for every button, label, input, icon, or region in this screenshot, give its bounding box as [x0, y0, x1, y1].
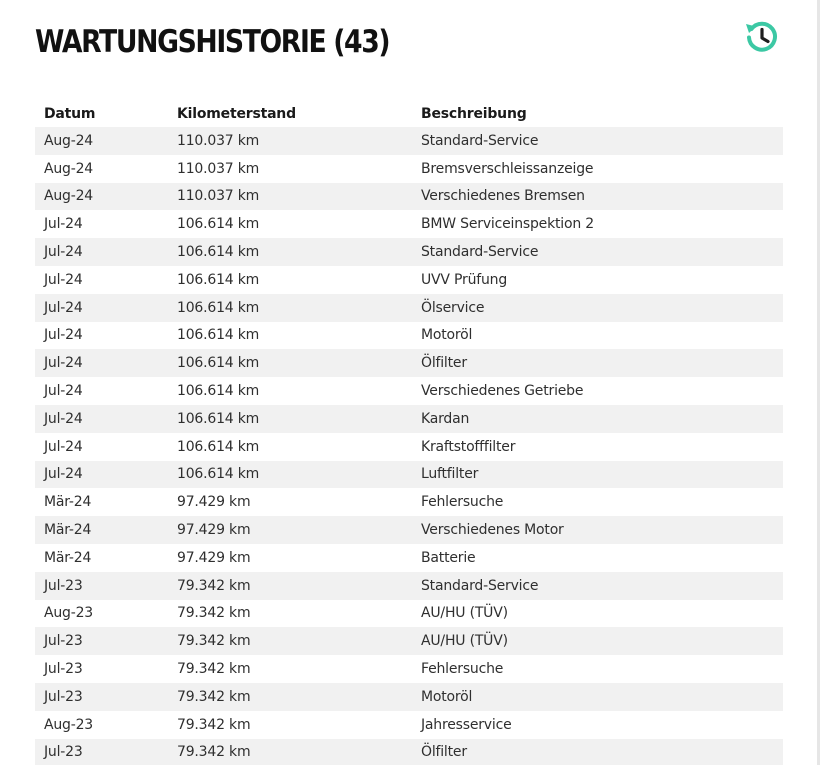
mileage-cell: 106.614 km [168, 210, 412, 238]
table-row [35, 572, 783, 600]
table-row [35, 544, 783, 572]
description-cell: UVV Prüfung [412, 266, 783, 294]
table-row [35, 155, 783, 183]
mileage-cell: 106.614 km [168, 238, 412, 266]
mileage-cell: 79.342 km [168, 600, 412, 628]
table-row [35, 600, 783, 628]
table-row [35, 683, 783, 711]
date-cell: Jul-23 [35, 739, 168, 765]
description-cell: Standard-Service [412, 572, 783, 600]
description-cell: Ölservice [412, 294, 783, 322]
table-row [35, 433, 783, 461]
mileage-cell: 106.614 km [168, 322, 412, 350]
mileage-cell: 106.614 km [168, 294, 412, 322]
mileage-cell: 97.429 km [168, 516, 412, 544]
description-cell: BMW Serviceinspektion 2 [412, 210, 783, 238]
date-cell: Mär-24 [35, 488, 168, 516]
description-cell: Fehlersuche [412, 488, 783, 516]
description-cell: Ölfilter [412, 739, 783, 765]
table-row [35, 377, 783, 405]
date-cell: Mär-24 [35, 544, 168, 572]
mileage-cell: 97.429 km [168, 488, 412, 516]
date-cell: Jul-24 [35, 349, 168, 377]
date-cell: Jul-23 [35, 572, 168, 600]
table-row [35, 266, 783, 294]
description-cell: Batterie [412, 544, 783, 572]
description-cell: Fehlersuche [412, 655, 783, 683]
mileage-cell: 79.342 km [168, 683, 412, 711]
description-cell: Jahresservice [412, 711, 783, 739]
date-cell: Jul-24 [35, 377, 168, 405]
mileage-cell: 110.037 km [168, 127, 412, 155]
mileage-cell: 79.342 km [168, 655, 412, 683]
date-cell: Jul-24 [35, 238, 168, 266]
table-row [35, 322, 783, 350]
table-row [35, 405, 783, 433]
date-cell: Mär-24 [35, 516, 168, 544]
mileage-cell: 110.037 km [168, 155, 412, 183]
date-cell: Jul-24 [35, 322, 168, 350]
maintenance-table [35, 100, 783, 765]
mileage-cell: 106.614 km [168, 433, 412, 461]
table-row [35, 655, 783, 683]
mileage-cell: 79.342 km [168, 627, 412, 655]
table-row [35, 627, 783, 655]
description-cell: Verschiedenes Bremsen [412, 183, 783, 211]
description-cell: Bremsverschleissanzeige [412, 155, 783, 183]
date-cell: Aug-23 [35, 711, 168, 739]
date-cell: Jul-24 [35, 405, 168, 433]
mileage-cell: 106.614 km [168, 349, 412, 377]
table-row [35, 183, 783, 211]
description-cell: Verschiedenes Motor [412, 516, 783, 544]
description-cell: Standard-Service [412, 238, 783, 266]
date-cell: Jul-23 [35, 627, 168, 655]
description-cell: Luftfilter [412, 461, 783, 489]
mileage-cell: 106.614 km [168, 405, 412, 433]
date-cell: Aug-23 [35, 600, 168, 628]
mileage-cell: 79.342 km [168, 711, 412, 739]
history-button[interactable] [741, 16, 783, 58]
table-row [35, 210, 783, 238]
table-row [35, 294, 783, 322]
table-row [35, 349, 783, 377]
table-row [35, 238, 783, 266]
date-cell: Jul-24 [35, 294, 168, 322]
card-header [35, 22, 780, 66]
table-row [35, 516, 783, 544]
date-cell: Jul-24 [35, 461, 168, 489]
date-cell: Jul-24 [35, 266, 168, 294]
table-row [35, 711, 783, 739]
date-cell: Jul-24 [35, 433, 168, 461]
date-cell: Aug-24 [35, 127, 168, 155]
description-cell: AU/HU (TÜV) [412, 600, 783, 628]
history-icon [743, 18, 781, 56]
table-row [35, 739, 783, 765]
description-cell: Motoröl [412, 683, 783, 711]
mileage-cell: 110.037 km [168, 183, 412, 211]
table-row [35, 127, 783, 155]
description-cell: Kraftstofffilter [412, 433, 783, 461]
description-cell: Motoröl [412, 322, 783, 350]
table-row [35, 461, 783, 489]
description-cell: AU/HU (TÜV) [412, 627, 783, 655]
description-cell: Ölfilter [412, 349, 783, 377]
date-cell: Aug-24 [35, 183, 168, 211]
mileage-cell: 106.614 km [168, 377, 412, 405]
column-header-kilometerstand: Kilometerstand [177, 105, 296, 122]
description-cell: Kardan [412, 405, 783, 433]
column-header-beschreibung: Beschreibung [421, 105, 527, 122]
table-header-row [35, 100, 783, 127]
mileage-cell: 106.614 km [168, 461, 412, 489]
date-cell: Jul-24 [35, 210, 168, 238]
column-header-datum: Datum [44, 105, 96, 122]
mileage-cell: 79.342 km [168, 739, 412, 765]
date-cell: Aug-24 [35, 155, 168, 183]
mileage-cell: 106.614 km [168, 266, 412, 294]
page-title: WARTUNGSHISTORIE (43) [35, 24, 390, 60]
mileage-cell: 79.342 km [168, 572, 412, 600]
description-cell: Standard-Service [412, 127, 783, 155]
description-cell: Verschiedenes Getriebe [412, 377, 783, 405]
date-cell: Jul-23 [35, 683, 168, 711]
mileage-cell: 97.429 km [168, 544, 412, 572]
table-row [35, 488, 783, 516]
date-cell: Jul-23 [35, 655, 168, 683]
